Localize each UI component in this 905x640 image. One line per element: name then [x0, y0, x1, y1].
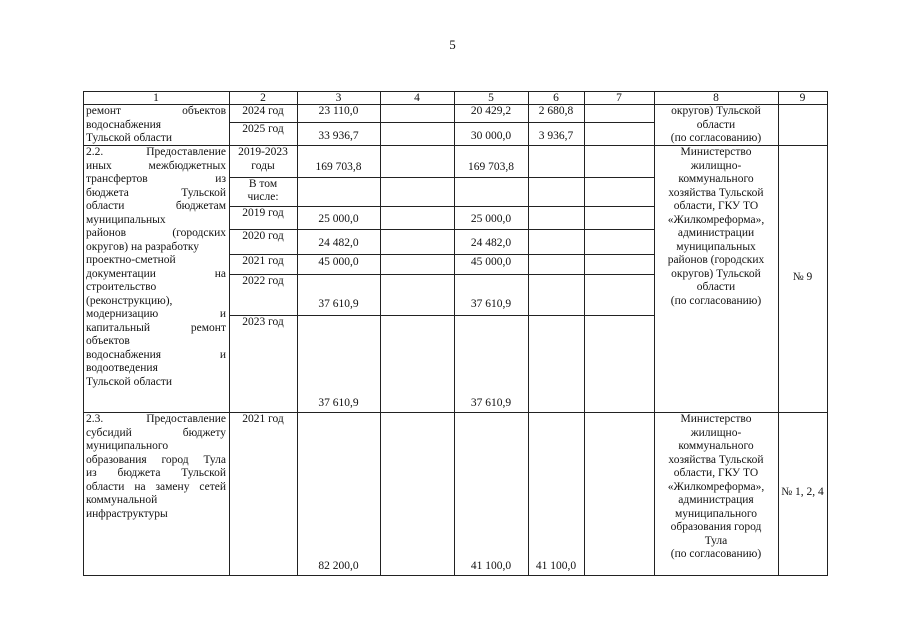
s22-total-col3: 169 703,8 — [315, 161, 362, 173]
s23-responsible: жилищно- — [690, 426, 742, 439]
s23-responsible: хозяйства Тульской — [668, 453, 764, 466]
s22-y2022-year: 2022 год — [242, 275, 284, 287]
s23-responsible: «Жилкомреформа», — [667, 480, 765, 493]
s23-responsible: Тула — [704, 534, 728, 547]
s22-description: водоотведения — [86, 362, 158, 374]
s22-y2019-col5: 25 000,0 — [470, 213, 512, 225]
s22-y2021-col3: 45 000,0 — [318, 256, 359, 268]
s22-description: модернизацию и — [86, 308, 226, 320]
s22-responsible: области, ГКУ ТО — [673, 200, 759, 212]
s23-description: субсидий бюджету — [86, 426, 226, 439]
s23-col3: 82 200,0 — [318, 560, 359, 572]
column-header-4: 4 — [414, 91, 420, 104]
column-header-8: 8 — [713, 91, 719, 104]
column-header-7: 7 — [616, 91, 622, 104]
s22-responsible: районов (городских — [667, 254, 765, 266]
s23-description: муниципального — [86, 440, 169, 452]
s22-y2020-col5: 24 482,0 — [470, 237, 512, 249]
column-header-3: 3 — [335, 91, 342, 104]
s22-responsible: области — [696, 281, 736, 293]
s22-description: документации на — [86, 267, 226, 280]
s22-y2022-col3: 37 610,9 — [318, 298, 359, 310]
s22-including: числе: — [247, 191, 279, 203]
s22-y2021-year: 2021 год — [242, 255, 284, 267]
s22-description: иных межбюджетных — [86, 159, 226, 172]
s22-responsible: (по согласованию) — [670, 294, 762, 307]
s22-total-col5: 169 703,8 — [468, 161, 514, 173]
year-2025: 2025 год — [242, 122, 284, 135]
cont-responsible: области — [696, 118, 736, 131]
s22-description: (реконструкцию), — [86, 294, 173, 307]
s23-year: 2021 год — [242, 413, 284, 425]
s22-description: строительство — [86, 281, 157, 293]
s22-y2019-year: 2019 год — [242, 207, 284, 219]
cont-description: ремонт объектов — [86, 105, 226, 117]
s22-description: 2.2. Предоставление — [86, 146, 226, 158]
column-header-6: 6 — [553, 91, 559, 104]
s22-responsible: хозяйства Тульской — [668, 186, 764, 199]
year-2024: 2024 год — [242, 105, 284, 117]
table-hline — [83, 575, 828, 576]
cont-responsible: округов) Тульской — [671, 105, 761, 117]
s22-responsible: округов) Тульской — [671, 267, 761, 280]
s23-description: области на замену сетей — [86, 480, 226, 493]
s22-description: объектов — [86, 335, 130, 347]
cont-2025-col6: 3 936,7 — [538, 130, 574, 142]
s22-y2020-col3: 24 482,0 — [318, 237, 359, 249]
s22-responsible: жилищно- — [690, 159, 742, 172]
s22-description: трансфертов из — [86, 173, 226, 185]
s22-responsible: муниципальных — [676, 240, 756, 253]
cont-description: водоснабжения — [86, 118, 162, 131]
s22-responsible: коммунального — [678, 173, 754, 185]
s23-responsible: образования город — [670, 521, 762, 533]
s23-description: образования город Тула — [86, 453, 226, 466]
s23-description: коммунальной — [86, 494, 158, 506]
s23-responsible: муниципального — [674, 507, 758, 520]
s22-indicator: № 9 — [792, 271, 813, 283]
cont-responsible: (по согласованию) — [670, 132, 762, 144]
s23-indicator: № 1, 2, 4 — [781, 486, 824, 498]
s22-description: бюджета Тульской — [86, 186, 226, 199]
s23-col6: 41 100,0 — [535, 560, 577, 572]
cont-2024-col3: 23 110,0 — [318, 105, 359, 117]
s22-description: водоснабжения и — [86, 348, 226, 361]
s22-y2023-year: 2023 год — [242, 316, 284, 328]
table-vline — [778, 91, 779, 576]
column-header-5: 5 — [488, 91, 494, 104]
s23-responsible: коммунального — [678, 440, 754, 452]
table-vline — [584, 91, 585, 576]
s22-description: муниципальных — [86, 213, 166, 226]
s22-y2023-col3: 37 610,9 — [318, 397, 359, 409]
s22-y2021-col5: 45 000,0 — [470, 256, 512, 268]
s22-description: Тульской области — [86, 375, 173, 388]
s22-responsible: «Жилкомреформа», — [667, 213, 765, 226]
s23-col5: 41 100,0 — [470, 560, 512, 572]
s22-including: В том — [248, 177, 278, 190]
s23-responsible: администрация — [678, 494, 754, 506]
column-header-2: 2 — [260, 91, 266, 104]
page-number: 5 — [449, 37, 456, 52]
s22-description: округов) на разработку — [86, 240, 200, 253]
s22-description: районов (городских — [86, 227, 226, 239]
table-vline — [380, 91, 381, 576]
cont-2024-col5: 20 429,2 — [470, 105, 512, 117]
cont-2024-col6: 2 680,8 — [538, 105, 574, 117]
cont-2025-col3: 33 936,7 — [318, 130, 359, 142]
table-vline — [528, 91, 529, 576]
cont-2025-col5: 30 000,0 — [470, 130, 512, 142]
column-header-1: 1 — [153, 91, 159, 104]
s22-y2020-year: 2020 год — [242, 230, 284, 242]
s23-responsible: области, ГКУ ТО — [673, 467, 759, 479]
s22-y2023-col5: 37 610,9 — [470, 397, 512, 409]
s22-period: 2019-2023 — [238, 146, 288, 158]
s23-description: из бюджета Тульской — [86, 467, 226, 479]
s22-responsible: Министерство — [680, 146, 752, 158]
cont-description: Тульской области — [86, 132, 173, 144]
s22-description: области бюджетам — [86, 200, 226, 212]
s23-responsible: (по согласованию) — [670, 548, 762, 560]
s22-period: годы — [251, 159, 275, 172]
table-vline — [827, 91, 828, 576]
s22-description: капитальный ремонт — [86, 321, 226, 334]
s22-y2019-col3: 25 000,0 — [318, 213, 359, 225]
s23-description: инфраструктуры — [86, 507, 168, 520]
s22-y2022-col5: 37 610,9 — [470, 298, 512, 310]
s23-responsible: Министерство — [680, 413, 752, 425]
column-header-9: 9 — [799, 91, 806, 104]
s22-responsible: администрации — [677, 227, 755, 239]
s23-description: 2.3. Предоставление — [86, 413, 226, 425]
table-vline — [83, 91, 84, 576]
s22-description: проектно-сметной — [86, 254, 176, 266]
